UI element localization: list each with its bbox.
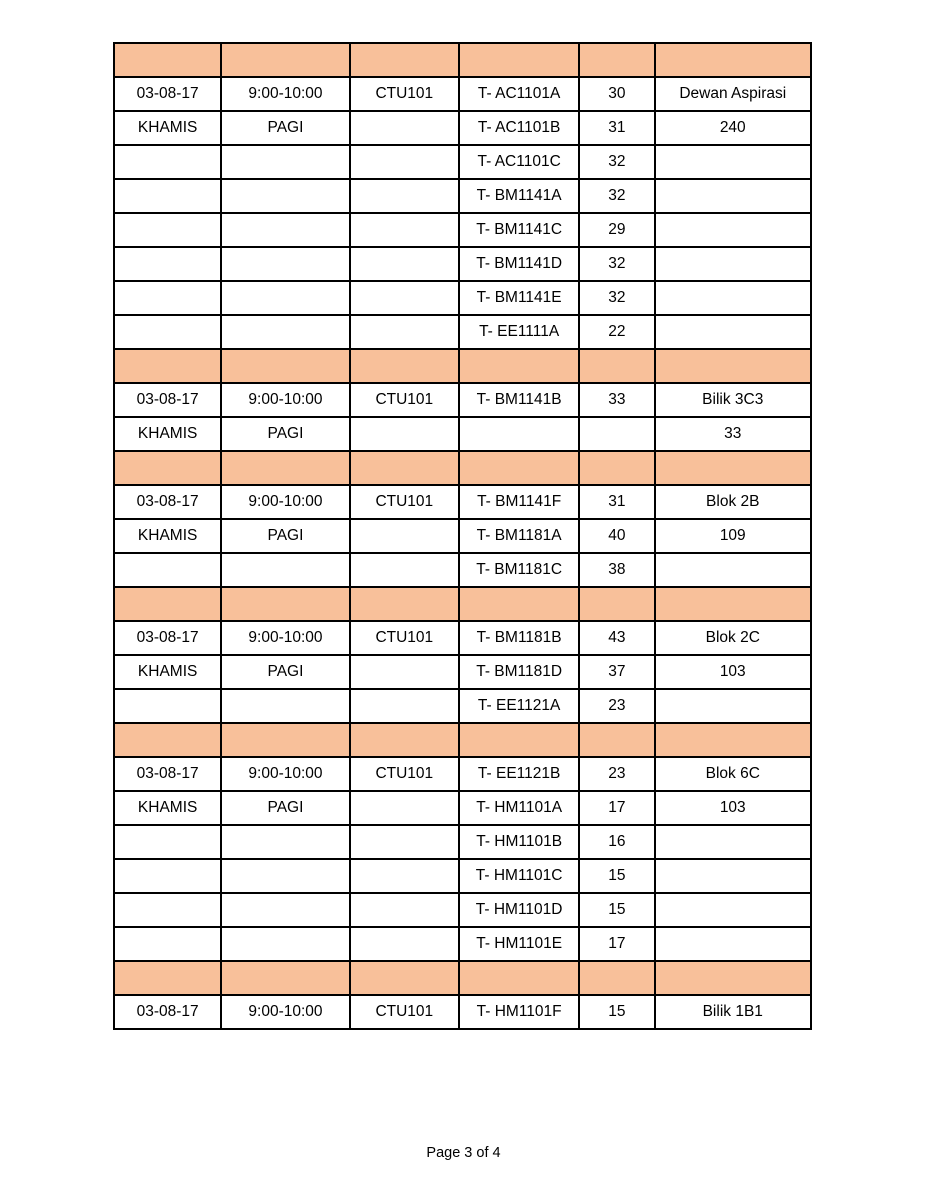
group-code-cell: T- AC1101B <box>459 111 579 145</box>
table-row <box>114 281 811 315</box>
venue-cell <box>655 825 811 859</box>
venue-cell: 33 <box>655 417 811 451</box>
time-cell <box>221 689 349 723</box>
student-count-cell: 31 <box>579 485 654 519</box>
separator-cell <box>655 349 811 383</box>
student-count-cell: 22 <box>579 315 654 349</box>
time-cell <box>221 927 349 961</box>
student-count-cell: 29 <box>579 213 654 247</box>
separator-cell <box>459 451 579 485</box>
date-cell: 03-08-17 <box>114 77 221 111</box>
student-count-cell: 33 <box>579 383 654 417</box>
table-row <box>114 519 811 553</box>
table-row <box>114 927 811 961</box>
date-cell <box>114 145 221 179</box>
time-cell: 9:00-10:00 <box>221 485 349 519</box>
date-cell: 03-08-17 <box>114 995 221 1029</box>
time-cell <box>221 179 349 213</box>
date-cell: KHAMIS <box>114 655 221 689</box>
group-code-cell <box>459 417 579 451</box>
date-cell <box>114 247 221 281</box>
time-cell <box>221 859 349 893</box>
course-code-cell <box>350 791 459 825</box>
table-row <box>114 825 811 859</box>
group-code-cell: T- BM1141F <box>459 485 579 519</box>
time-cell <box>221 213 349 247</box>
table-row <box>114 689 811 723</box>
schedule-body <box>114 43 811 1029</box>
group-code-cell: T- BM1141D <box>459 247 579 281</box>
separator-cell <box>114 43 221 77</box>
separator-cell <box>221 587 349 621</box>
time-cell <box>221 315 349 349</box>
time-cell: PAGI <box>221 791 349 825</box>
table-row <box>114 791 811 825</box>
venue-cell <box>655 281 811 315</box>
venue-cell: Bilik 3C3 <box>655 383 811 417</box>
table-row <box>114 655 811 689</box>
venue-cell: 240 <box>655 111 811 145</box>
date-cell <box>114 825 221 859</box>
student-count-cell: 15 <box>579 893 654 927</box>
time-cell <box>221 825 349 859</box>
group-code-cell: T- BM1181D <box>459 655 579 689</box>
course-code-cell <box>350 145 459 179</box>
time-cell <box>221 893 349 927</box>
course-code-cell <box>350 825 459 859</box>
page-number: Page 3 of 4 <box>426 1145 501 1161</box>
group-code-cell: T- HM1101E <box>459 927 579 961</box>
separator-cell <box>350 587 459 621</box>
venue-cell <box>655 247 811 281</box>
date-cell: 03-08-17 <box>114 485 221 519</box>
venue-cell: 103 <box>655 655 811 689</box>
separator-cell <box>350 349 459 383</box>
student-count-cell: 15 <box>579 995 654 1029</box>
separator-cell <box>114 961 221 995</box>
date-cell: 03-08-17 <box>114 383 221 417</box>
course-code-cell <box>350 247 459 281</box>
table-row <box>114 383 811 417</box>
date-cell <box>114 179 221 213</box>
table-row <box>114 859 811 893</box>
venue-cell: 103 <box>655 791 811 825</box>
group-code-cell: T- AC1101A <box>459 77 579 111</box>
table-row <box>114 485 811 519</box>
separator-cell <box>579 349 654 383</box>
date-cell <box>114 281 221 315</box>
time-cell <box>221 247 349 281</box>
group-code-cell: T- BM1181A <box>459 519 579 553</box>
separator-row <box>114 961 811 995</box>
venue-cell: 109 <box>655 519 811 553</box>
separator-cell <box>350 43 459 77</box>
time-cell: 9:00-10:00 <box>221 995 349 1029</box>
separator-row <box>114 43 811 77</box>
course-code-cell: CTU101 <box>350 757 459 791</box>
time-cell: 9:00-10:00 <box>221 383 349 417</box>
date-cell: KHAMIS <box>114 417 221 451</box>
venue-cell <box>655 145 811 179</box>
venue-cell <box>655 859 811 893</box>
student-count-cell: 16 <box>579 825 654 859</box>
separator-row <box>114 349 811 383</box>
group-code-cell: T- HM1101A <box>459 791 579 825</box>
separator-cell <box>221 349 349 383</box>
group-code-cell: T- EE1111A <box>459 315 579 349</box>
separator-cell <box>114 349 221 383</box>
exam-schedule-table <box>113 42 812 1030</box>
course-code-cell <box>350 689 459 723</box>
course-code-cell <box>350 281 459 315</box>
separator-cell <box>459 43 579 77</box>
course-code-cell: CTU101 <box>350 383 459 417</box>
separator-cell <box>350 723 459 757</box>
date-cell: KHAMIS <box>114 791 221 825</box>
student-count-cell: 15 <box>579 859 654 893</box>
table-row <box>114 553 811 587</box>
date-cell <box>114 553 221 587</box>
separator-cell <box>655 723 811 757</box>
date-cell <box>114 213 221 247</box>
table-row <box>114 77 811 111</box>
time-cell: PAGI <box>221 111 349 145</box>
separator-cell <box>579 961 654 995</box>
group-code-cell: T- HM1101B <box>459 825 579 859</box>
separator-cell <box>655 43 811 77</box>
time-cell <box>221 145 349 179</box>
student-count-cell: 37 <box>579 655 654 689</box>
group-code-cell: T- BM1141A <box>459 179 579 213</box>
venue-cell <box>655 927 811 961</box>
table-row <box>114 893 811 927</box>
date-cell <box>114 927 221 961</box>
time-cell: 9:00-10:00 <box>221 77 349 111</box>
separator-cell <box>579 587 654 621</box>
separator-cell <box>459 349 579 383</box>
date-cell: 03-08-17 <box>114 757 221 791</box>
group-code-cell: T- BM1141C <box>459 213 579 247</box>
time-cell: PAGI <box>221 655 349 689</box>
separator-cell <box>579 43 654 77</box>
separator-cell <box>221 451 349 485</box>
student-count-cell: 32 <box>579 281 654 315</box>
course-code-cell <box>350 655 459 689</box>
venue-cell: Blok 2C <box>655 621 811 655</box>
date-cell <box>114 689 221 723</box>
venue-cell <box>655 893 811 927</box>
course-code-cell <box>350 111 459 145</box>
course-code-cell: CTU101 <box>350 995 459 1029</box>
course-code-cell <box>350 315 459 349</box>
course-code-cell <box>350 417 459 451</box>
table-row <box>114 247 811 281</box>
student-count-cell: 32 <box>579 179 654 213</box>
separator-cell <box>221 961 349 995</box>
venue-cell: Dewan Aspirasi <box>655 77 811 111</box>
table-row <box>114 145 811 179</box>
separator-cell <box>114 587 221 621</box>
course-code-cell <box>350 179 459 213</box>
group-code-cell: T- BM1141B <box>459 383 579 417</box>
student-count-cell <box>579 417 654 451</box>
separator-cell <box>579 723 654 757</box>
separator-row <box>114 723 811 757</box>
separator-row <box>114 587 811 621</box>
separator-cell <box>459 723 579 757</box>
separator-cell <box>655 451 811 485</box>
student-count-cell: 23 <box>579 689 654 723</box>
student-count-cell: 30 <box>579 77 654 111</box>
table-row <box>114 111 811 145</box>
separator-cell <box>221 43 349 77</box>
time-cell <box>221 281 349 315</box>
student-count-cell: 32 <box>579 247 654 281</box>
date-cell: 03-08-17 <box>114 621 221 655</box>
time-cell: 9:00-10:00 <box>221 757 349 791</box>
venue-cell <box>655 689 811 723</box>
student-count-cell: 23 <box>579 757 654 791</box>
course-code-cell: CTU101 <box>350 485 459 519</box>
time-cell: PAGI <box>221 417 349 451</box>
separator-cell <box>114 723 221 757</box>
course-code-cell <box>350 893 459 927</box>
date-cell <box>114 859 221 893</box>
student-count-cell: 43 <box>579 621 654 655</box>
separator-cell <box>459 961 579 995</box>
separator-cell <box>655 587 811 621</box>
student-count-cell: 40 <box>579 519 654 553</box>
table-row <box>114 621 811 655</box>
course-code-cell: CTU101 <box>350 77 459 111</box>
course-code-cell <box>350 859 459 893</box>
course-code-cell <box>350 519 459 553</box>
time-cell <box>221 553 349 587</box>
date-cell: KHAMIS <box>114 519 221 553</box>
date-cell <box>114 893 221 927</box>
group-code-cell: T- HM1101D <box>459 893 579 927</box>
separator-row <box>114 451 811 485</box>
course-code-cell <box>350 927 459 961</box>
venue-cell <box>655 213 811 247</box>
student-count-cell: 32 <box>579 145 654 179</box>
venue-cell: Blok 6C <box>655 757 811 791</box>
table-row <box>114 995 811 1029</box>
separator-cell <box>350 961 459 995</box>
table-row <box>114 757 811 791</box>
group-code-cell: T- BM1181C <box>459 553 579 587</box>
student-count-cell: 31 <box>579 111 654 145</box>
venue-cell: Blok 2B <box>655 485 811 519</box>
course-code-cell <box>350 553 459 587</box>
course-code-cell <box>350 213 459 247</box>
time-cell: 9:00-10:00 <box>221 621 349 655</box>
venue-cell <box>655 179 811 213</box>
separator-cell <box>350 451 459 485</box>
table-row <box>114 315 811 349</box>
separator-cell <box>579 451 654 485</box>
date-cell: KHAMIS <box>114 111 221 145</box>
venue-cell <box>655 315 811 349</box>
venue-cell: Bilik 1B1 <box>655 995 811 1029</box>
group-code-cell: T- EE1121A <box>459 689 579 723</box>
separator-cell <box>221 723 349 757</box>
course-code-cell: CTU101 <box>350 621 459 655</box>
separator-cell <box>655 961 811 995</box>
group-code-cell: T- AC1101C <box>459 145 579 179</box>
group-code-cell: T- HM1101C <box>459 859 579 893</box>
date-cell <box>114 315 221 349</box>
student-count-cell: 17 <box>579 927 654 961</box>
group-code-cell: T- BM1181B <box>459 621 579 655</box>
table-row <box>114 417 811 451</box>
student-count-cell: 38 <box>579 553 654 587</box>
group-code-cell: T- BM1141E <box>459 281 579 315</box>
group-code-cell: T- HM1101F <box>459 995 579 1029</box>
separator-cell <box>459 587 579 621</box>
venue-cell <box>655 553 811 587</box>
separator-cell <box>114 451 221 485</box>
group-code-cell: T- EE1121B <box>459 757 579 791</box>
table-row <box>114 179 811 213</box>
student-count-cell: 17 <box>579 791 654 825</box>
time-cell: PAGI <box>221 519 349 553</box>
table-row <box>114 213 811 247</box>
